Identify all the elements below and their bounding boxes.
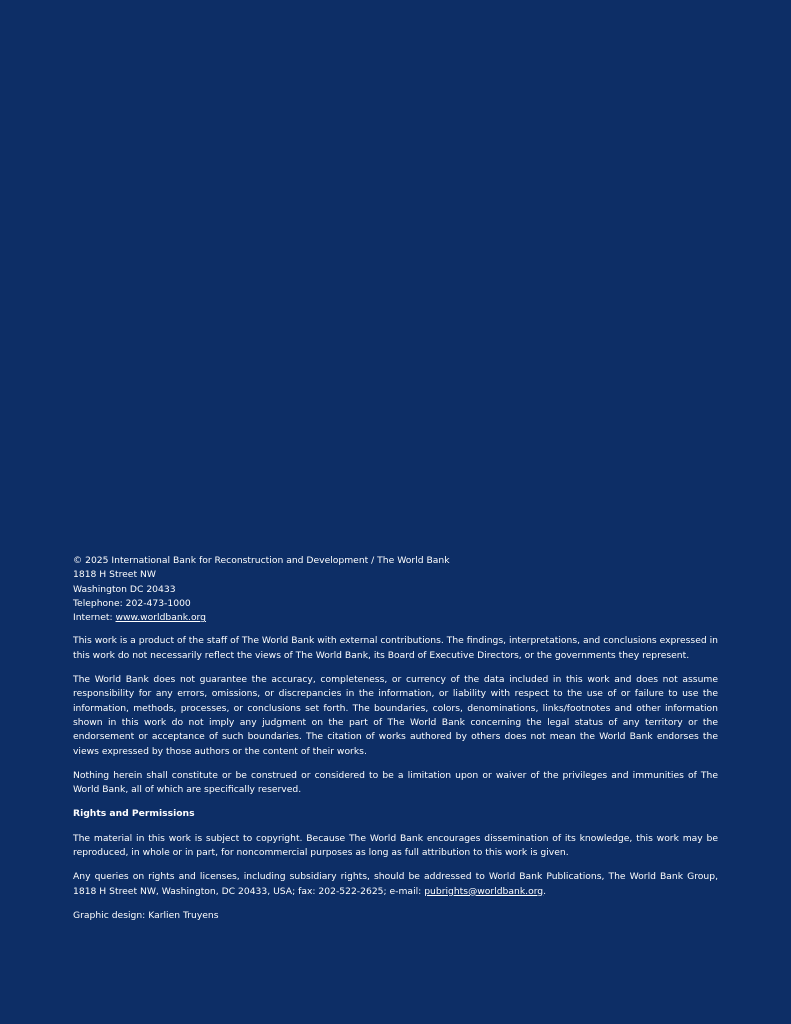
publisher-address: [73, 554, 718, 625]
internet-label: Internet:: [73, 612, 116, 624]
queries-text: Any queries on rights and licenses, including subsidiary rights, should be addressed to World Bank Publications, The World Bank Group, 1818 H Street NW, Washington, DC 20433, USA; fax: 202-522-2625; e-mail:: [73, 871, 718, 897]
rights-paragraph: The material in this work is subject to copyright. Because The World Bank encourages dissemination of its knowledge, this work may be reproduced, in whole or in part, for noncommercial purposes as long as full attribution to this work is given.: [73, 832, 718, 859]
colophon-text-block: [73, 554, 718, 923]
queries-end: .: [543, 885, 547, 897]
internet-line: [73, 611, 718, 625]
graphic-design-credit: Graphic design: Karlien Truyens: [73, 909, 219, 921]
street-line: 1818 H Street NW: [73, 569, 156, 581]
queries-paragraph: [73, 870, 718, 899]
copyright-line: © 2025 International Bank for Reconstruction and Development / The World Bank: [73, 555, 450, 566]
email-link[interactable]: pubrights@worldbank.org: [424, 885, 544, 897]
city-line: Washington DC 20433: [73, 583, 176, 595]
product-statement: This work is a product of the staff of The World Bank with external contributions. The findings, interpretations, and conclusions expressed in this work do not necessarily reflect the views of The World Bank, its Board of Executive Directors, or the governments they represent.: [73, 635, 718, 661]
rights-heading: Rights and Permissions: [73, 808, 195, 820]
immunities-paragraph: Nothing herein shall constitute or be construed or considered to be a limitation upon or waiver of the privileges and immunities of The World Bank, all of which are specifically reserved.: [73, 769, 718, 796]
website-link[interactable]: www.worldbank.org: [115, 612, 207, 624]
disclaimer-paragraph: The World Bank does not guarantee the accuracy, completeness, or currency of the data included in this work and does not assume responsibility for any errors, omissions, or discrepancies in the information, or liability with respect to the use of or failure to use the information, methods, processes, or conclusions set forth. The boundaries, colors, denominations, links/footnotes and other information shown in this work do not imply any judgment on the part of The World Bank concerning the legal status of any territory or the endorsement or acceptance of such boundaries. The citation of works authored by others does not mean the World Bank endorses the views expressed by those authors or the content of their works.: [73, 674, 718, 757]
telephone-line: Telephone: 202-473-1000: [73, 597, 191, 609]
